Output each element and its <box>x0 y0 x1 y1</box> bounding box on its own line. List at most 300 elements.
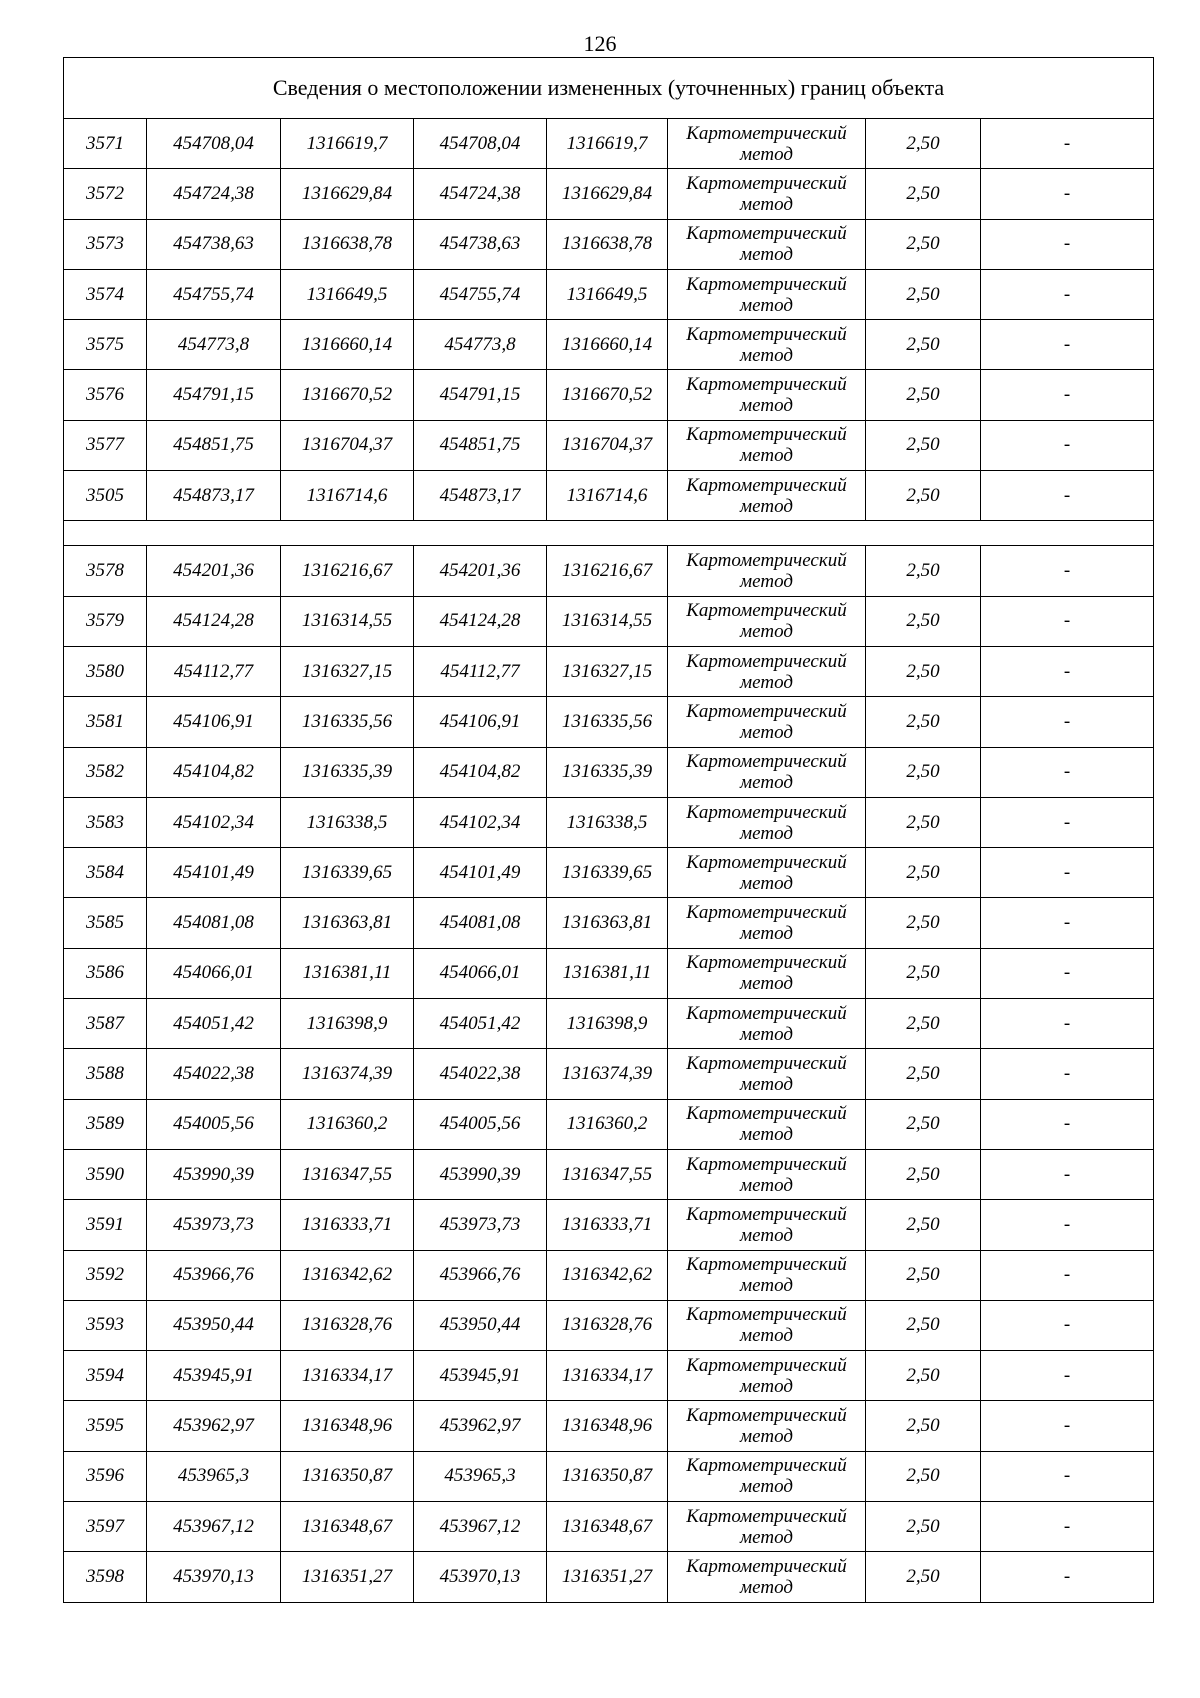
method-cell <box>668 1149 866 1199</box>
x-new-cell: 454102,34 <box>414 797 547 847</box>
point-number-cell: 3577 <box>64 420 147 470</box>
method-cell <box>668 1200 866 1250</box>
x-new-cell: 454708,04 <box>414 119 547 169</box>
note-cell: - <box>981 420 1154 470</box>
note-cell: - <box>981 1351 1154 1401</box>
note-cell: - <box>981 596 1154 646</box>
y-new-cell: 1316619,7 <box>547 119 668 169</box>
point-number-cell: 3587 <box>64 999 147 1049</box>
accuracy-cell: 2,50 <box>866 119 981 169</box>
method-line1: Картометрический <box>686 650 847 672</box>
method-cell <box>668 1401 866 1451</box>
method-line2: метод <box>740 193 793 215</box>
y-existing-cell: 1316381,11 <box>281 948 414 998</box>
x-new-cell: 453973,73 <box>414 1200 547 1250</box>
method-line1: Картометрический <box>686 1254 847 1276</box>
x-existing-cell: 454724,38 <box>147 169 281 219</box>
method-line2: метод <box>740 395 793 417</box>
x-existing-cell: 453962,97 <box>147 1401 281 1451</box>
x-existing-cell: 454104,82 <box>147 747 281 797</box>
method-line2: метод <box>740 445 793 467</box>
table-row <box>64 471 1154 521</box>
method-line1: Картометрический <box>686 223 847 245</box>
x-existing-cell: 454081,08 <box>147 898 281 948</box>
x-new-cell: 453970,13 <box>414 1552 547 1602</box>
y-new-cell: 1316381,11 <box>547 948 668 998</box>
method-line2: метод <box>740 973 793 995</box>
y-existing-cell: 1316338,5 <box>281 797 414 847</box>
x-existing-cell: 454102,34 <box>147 797 281 847</box>
table-row <box>64 848 1154 898</box>
table-row <box>64 999 1154 1049</box>
note-cell: - <box>981 1300 1154 1350</box>
method-line2: метод <box>740 1526 793 1548</box>
method-line2: метод <box>740 1124 793 1146</box>
table-row <box>64 596 1154 646</box>
table-row <box>64 420 1154 470</box>
method-line1: Картометрический <box>686 1555 847 1577</box>
method-line2: метод <box>740 571 793 593</box>
y-new-cell: 1316398,9 <box>547 999 668 1049</box>
x-existing-cell: 454022,38 <box>147 1049 281 1099</box>
note-cell: - <box>981 1200 1154 1250</box>
x-existing-cell: 453973,73 <box>147 1200 281 1250</box>
accuracy-cell: 2,50 <box>866 1149 981 1199</box>
x-existing-cell: 454755,74 <box>147 269 281 319</box>
x-existing-cell: 454738,63 <box>147 219 281 269</box>
y-new-cell: 1316339,65 <box>547 848 668 898</box>
method-line1: Картометрический <box>686 1405 847 1427</box>
accuracy-cell: 2,50 <box>866 1401 981 1451</box>
method-line2: метод <box>740 1476 793 1498</box>
table-row <box>64 219 1154 269</box>
method-cell <box>668 747 866 797</box>
y-existing-cell: 1316333,71 <box>281 1200 414 1250</box>
method-line1: Картометрический <box>686 474 847 496</box>
method-line2: метод <box>740 721 793 743</box>
note-cell: - <box>981 797 1154 847</box>
x-existing-cell: 453967,12 <box>147 1502 281 1552</box>
accuracy-cell: 2,50 <box>866 596 981 646</box>
y-existing-cell: 1316342,62 <box>281 1250 414 1300</box>
y-existing-cell: 1316335,39 <box>281 747 414 797</box>
x-new-cell: 453967,12 <box>414 1502 547 1552</box>
x-new-cell: 454022,38 <box>414 1049 547 1099</box>
accuracy-cell: 2,50 <box>866 898 981 948</box>
point-number-cell: 3574 <box>64 269 147 319</box>
method-line2: метод <box>740 671 793 693</box>
x-new-cell: 453966,76 <box>414 1250 547 1300</box>
method-cell <box>668 471 866 521</box>
accuracy-cell: 2,50 <box>866 420 981 470</box>
method-line2: метод <box>740 244 793 266</box>
x-existing-cell: 454101,49 <box>147 848 281 898</box>
note-cell: - <box>981 646 1154 696</box>
note-cell: - <box>981 119 1154 169</box>
point-number-cell: 3588 <box>64 1049 147 1099</box>
method-line1: Картометрический <box>686 323 847 345</box>
table-row <box>64 320 1154 370</box>
accuracy-cell: 2,50 <box>866 1451 981 1501</box>
note-cell: - <box>981 948 1154 998</box>
point-number-cell: 3597 <box>64 1502 147 1552</box>
y-existing-cell: 1316339,65 <box>281 848 414 898</box>
y-new-cell: 1316350,87 <box>547 1451 668 1501</box>
x-existing-cell: 454051,42 <box>147 999 281 1049</box>
method-line1: Картометрический <box>686 550 847 572</box>
method-cell <box>668 697 866 747</box>
y-existing-cell: 1316347,55 <box>281 1149 414 1199</box>
method-line1: Картометрический <box>686 952 847 974</box>
y-existing-cell: 1316363,81 <box>281 898 414 948</box>
x-new-cell: 453962,97 <box>414 1401 547 1451</box>
method-cell <box>668 219 866 269</box>
x-new-cell: 454791,15 <box>414 370 547 420</box>
accuracy-cell: 2,50 <box>866 546 981 596</box>
point-number-cell: 3595 <box>64 1401 147 1451</box>
x-new-cell: 454112,77 <box>414 646 547 696</box>
y-existing-cell: 1316351,27 <box>281 1552 414 1602</box>
method-line1: Картометрический <box>686 374 847 396</box>
table-row <box>64 1149 1154 1199</box>
method-line1: Картометрический <box>686 1203 847 1225</box>
y-existing-cell: 1316619,7 <box>281 119 414 169</box>
point-number-cell: 3573 <box>64 219 147 269</box>
point-number-cell: 3579 <box>64 596 147 646</box>
y-new-cell: 1316374,39 <box>547 1049 668 1099</box>
method-line1: Картометрический <box>686 801 847 823</box>
accuracy-cell: 2,50 <box>866 797 981 847</box>
point-number-cell: 3596 <box>64 1451 147 1501</box>
note-cell: - <box>981 999 1154 1049</box>
x-new-cell: 454104,82 <box>414 747 547 797</box>
note-cell: - <box>981 697 1154 747</box>
y-new-cell: 1316216,67 <box>547 546 668 596</box>
method-line1: Картометрический <box>686 1052 847 1074</box>
x-existing-cell: 454106,91 <box>147 697 281 747</box>
x-new-cell: 454124,28 <box>414 596 547 646</box>
x-existing-cell: 454112,77 <box>147 646 281 696</box>
group-separator-row <box>64 521 1154 546</box>
note-cell: - <box>981 219 1154 269</box>
method-line1: Картометрический <box>686 273 847 295</box>
point-number-cell: 3589 <box>64 1099 147 1149</box>
x-new-cell: 453950,44 <box>414 1300 547 1350</box>
method-line2: метод <box>740 1426 793 1448</box>
note-cell: - <box>981 269 1154 319</box>
method-line2: метод <box>740 1275 793 1297</box>
method-line1: Картометрический <box>686 1505 847 1527</box>
y-existing-cell: 1316360,2 <box>281 1099 414 1149</box>
y-new-cell: 1316314,55 <box>547 596 668 646</box>
y-new-cell: 1316629,84 <box>547 169 668 219</box>
accuracy-cell: 2,50 <box>866 471 981 521</box>
x-existing-cell: 454791,15 <box>147 370 281 420</box>
note-cell: - <box>981 1552 1154 1602</box>
method-cell <box>668 596 866 646</box>
y-new-cell: 1316327,15 <box>547 646 668 696</box>
note-cell: - <box>981 1250 1154 1300</box>
method-cell <box>668 1250 866 1300</box>
x-existing-cell: 453990,39 <box>147 1149 281 1199</box>
x-new-cell: 454066,01 <box>414 948 547 998</box>
accuracy-cell: 2,50 <box>866 269 981 319</box>
point-number-cell: 3582 <box>64 747 147 797</box>
accuracy-cell: 2,50 <box>866 320 981 370</box>
x-new-cell: 454051,42 <box>414 999 547 1049</box>
note-cell: - <box>981 1401 1154 1451</box>
table-row <box>64 1451 1154 1501</box>
y-new-cell: 1316714,6 <box>547 471 668 521</box>
note-cell: - <box>981 546 1154 596</box>
method-line2: метод <box>740 143 793 165</box>
note-cell: - <box>981 1149 1154 1199</box>
method-cell <box>668 169 866 219</box>
method-line1: Картометрический <box>686 1153 847 1175</box>
method-cell <box>668 1049 866 1099</box>
method-line2: метод <box>740 1174 793 1196</box>
y-existing-cell: 1316314,55 <box>281 596 414 646</box>
accuracy-cell: 2,50 <box>866 169 981 219</box>
accuracy-cell: 2,50 <box>866 1049 981 1099</box>
table-row <box>64 697 1154 747</box>
method-cell <box>668 848 866 898</box>
accuracy-cell: 2,50 <box>866 1552 981 1602</box>
x-existing-cell: 454201,36 <box>147 546 281 596</box>
method-line1: Картометрический <box>686 122 847 144</box>
method-line1: Картометрический <box>686 1455 847 1477</box>
table-row <box>64 1250 1154 1300</box>
accuracy-cell: 2,50 <box>866 747 981 797</box>
x-new-cell: 453945,91 <box>414 1351 547 1401</box>
method-line1: Картометрический <box>686 902 847 924</box>
table-row <box>64 1552 1154 1602</box>
y-new-cell: 1316347,55 <box>547 1149 668 1199</box>
point-number-cell: 3580 <box>64 646 147 696</box>
note-cell: - <box>981 898 1154 948</box>
x-new-cell: 453965,3 <box>414 1451 547 1501</box>
note-cell: - <box>981 747 1154 797</box>
accuracy-cell: 2,50 <box>866 1502 981 1552</box>
accuracy-cell: 2,50 <box>866 948 981 998</box>
y-new-cell: 1316351,27 <box>547 1552 668 1602</box>
y-new-cell: 1316649,5 <box>547 269 668 319</box>
y-existing-cell: 1316638,78 <box>281 219 414 269</box>
method-line1: Картометрический <box>686 1354 847 1376</box>
note-cell: - <box>981 1502 1154 1552</box>
y-new-cell: 1316360,2 <box>547 1099 668 1149</box>
method-cell <box>668 269 866 319</box>
accuracy-cell: 2,50 <box>866 999 981 1049</box>
table-row <box>64 169 1154 219</box>
y-new-cell: 1316328,76 <box>547 1300 668 1350</box>
x-new-cell: 454106,91 <box>414 697 547 747</box>
table-title-row <box>64 58 1154 119</box>
table-row <box>64 119 1154 169</box>
point-number-cell: 3586 <box>64 948 147 998</box>
table-row <box>64 546 1154 596</box>
x-new-cell: 454873,17 <box>414 471 547 521</box>
x-new-cell: 454724,38 <box>414 169 547 219</box>
method-cell <box>668 948 866 998</box>
method-cell <box>668 898 866 948</box>
accuracy-cell: 2,50 <box>866 219 981 269</box>
y-new-cell: 1316670,52 <box>547 370 668 420</box>
accuracy-cell: 2,50 <box>866 370 981 420</box>
accuracy-cell: 2,50 <box>866 697 981 747</box>
y-existing-cell: 1316348,67 <box>281 1502 414 1552</box>
x-existing-cell: 454873,17 <box>147 471 281 521</box>
y-existing-cell: 1316704,37 <box>281 420 414 470</box>
table-row <box>64 1200 1154 1250</box>
method-line2: метод <box>740 772 793 794</box>
point-number-cell: 3571 <box>64 119 147 169</box>
accuracy-cell: 2,50 <box>866 1250 981 1300</box>
x-new-cell: 454738,63 <box>414 219 547 269</box>
method-line1: Картометрический <box>686 751 847 773</box>
x-existing-cell: 454005,56 <box>147 1099 281 1149</box>
y-new-cell: 1316334,17 <box>547 1351 668 1401</box>
x-new-cell: 454081,08 <box>414 898 547 948</box>
point-number-cell: 3592 <box>64 1250 147 1300</box>
x-new-cell: 454773,8 <box>414 320 547 370</box>
method-line2: метод <box>740 1224 793 1246</box>
accuracy-cell: 2,50 <box>866 1200 981 1250</box>
method-cell <box>668 320 866 370</box>
group-separator-cell <box>64 521 1154 546</box>
y-new-cell: 1316348,67 <box>547 1502 668 1552</box>
method-cell <box>668 646 866 696</box>
y-existing-cell: 1316216,67 <box>281 546 414 596</box>
method-line2: метод <box>740 923 793 945</box>
x-existing-cell: 453966,76 <box>147 1250 281 1300</box>
method-line2: метод <box>740 621 793 643</box>
table-row <box>64 797 1154 847</box>
y-existing-cell: 1316670,52 <box>281 370 414 420</box>
y-new-cell: 1316342,62 <box>547 1250 668 1300</box>
x-existing-cell: 454124,28 <box>147 596 281 646</box>
note-cell: - <box>981 1451 1154 1501</box>
x-existing-cell: 453945,91 <box>147 1351 281 1401</box>
x-new-cell: 454005,56 <box>414 1099 547 1149</box>
method-line1: Картометрический <box>686 1304 847 1326</box>
method-line2: метод <box>740 1325 793 1347</box>
method-line2: метод <box>740 294 793 316</box>
point-number-cell: 3593 <box>64 1300 147 1350</box>
method-cell <box>668 1451 866 1501</box>
x-existing-cell: 453950,44 <box>147 1300 281 1350</box>
method-cell <box>668 999 866 1049</box>
method-line1: Картометрический <box>686 172 847 194</box>
y-existing-cell: 1316335,56 <box>281 697 414 747</box>
method-line2: метод <box>740 872 793 894</box>
note-cell: - <box>981 320 1154 370</box>
method-line1: Картометрический <box>686 1002 847 1024</box>
point-number-cell: 3590 <box>64 1149 147 1199</box>
x-new-cell: 454755,74 <box>414 269 547 319</box>
y-new-cell: 1316338,5 <box>547 797 668 847</box>
note-cell: - <box>981 848 1154 898</box>
accuracy-cell: 2,50 <box>866 1351 981 1401</box>
x-existing-cell: 453965,3 <box>147 1451 281 1501</box>
method-line2: метод <box>740 1375 793 1397</box>
method-line2: метод <box>740 822 793 844</box>
method-cell <box>668 370 866 420</box>
method-cell <box>668 119 866 169</box>
x-new-cell: 454851,75 <box>414 420 547 470</box>
table-title: Сведения о местоположении измененных (уточненных) границ объекта <box>64 58 1154 119</box>
y-new-cell: 1316333,71 <box>547 1200 668 1250</box>
y-new-cell: 1316704,37 <box>547 420 668 470</box>
method-line2: метод <box>740 344 793 366</box>
note-cell: - <box>981 169 1154 219</box>
x-new-cell: 454201,36 <box>414 546 547 596</box>
point-number-cell: 3581 <box>64 697 147 747</box>
point-number-cell: 3575 <box>64 320 147 370</box>
y-new-cell: 1316335,56 <box>547 697 668 747</box>
method-line1: Картометрический <box>686 424 847 446</box>
table-row <box>64 1300 1154 1350</box>
table-row <box>64 1099 1154 1149</box>
y-existing-cell: 1316374,39 <box>281 1049 414 1099</box>
accuracy-cell: 2,50 <box>866 646 981 696</box>
point-number-cell: 3594 <box>64 1351 147 1401</box>
method-cell <box>668 797 866 847</box>
accuracy-cell: 2,50 <box>866 1300 981 1350</box>
method-cell <box>668 1300 866 1350</box>
y-existing-cell: 1316327,15 <box>281 646 414 696</box>
method-line2: метод <box>740 495 793 517</box>
y-existing-cell: 1316649,5 <box>281 269 414 319</box>
y-existing-cell: 1316328,76 <box>281 1300 414 1350</box>
point-number-cell: 3505 <box>64 471 147 521</box>
x-new-cell: 454101,49 <box>414 848 547 898</box>
method-line2: метод <box>740 1023 793 1045</box>
y-existing-cell: 1316714,6 <box>281 471 414 521</box>
method-cell <box>668 1351 866 1401</box>
table-row <box>64 948 1154 998</box>
method-cell <box>668 420 866 470</box>
table-row <box>64 1401 1154 1451</box>
accuracy-cell: 2,50 <box>866 1099 981 1149</box>
method-cell <box>668 1502 866 1552</box>
method-cell <box>668 1099 866 1149</box>
table-row <box>64 1049 1154 1099</box>
method-line2: метод <box>740 1073 793 1095</box>
table-row <box>64 747 1154 797</box>
method-line1: Картометрический <box>686 851 847 873</box>
y-new-cell: 1316638,78 <box>547 219 668 269</box>
note-cell: - <box>981 1049 1154 1099</box>
table-row <box>64 1502 1154 1552</box>
x-existing-cell: 453970,13 <box>147 1552 281 1602</box>
point-number-cell: 3591 <box>64 1200 147 1250</box>
point-number-cell: 3585 <box>64 898 147 948</box>
method-line1: Картометрический <box>686 600 847 622</box>
y-new-cell: 1316335,39 <box>547 747 668 797</box>
y-existing-cell: 1316660,14 <box>281 320 414 370</box>
table-row <box>64 370 1154 420</box>
y-existing-cell: 1316334,17 <box>281 1351 414 1401</box>
table-row <box>64 646 1154 696</box>
note-cell: - <box>981 471 1154 521</box>
x-new-cell: 453990,39 <box>414 1149 547 1199</box>
point-number-cell: 3598 <box>64 1552 147 1602</box>
point-number-cell: 3578 <box>64 546 147 596</box>
method-line1: Картометрический <box>686 1103 847 1125</box>
method-line2: метод <box>740 1576 793 1598</box>
y-new-cell: 1316660,14 <box>547 320 668 370</box>
